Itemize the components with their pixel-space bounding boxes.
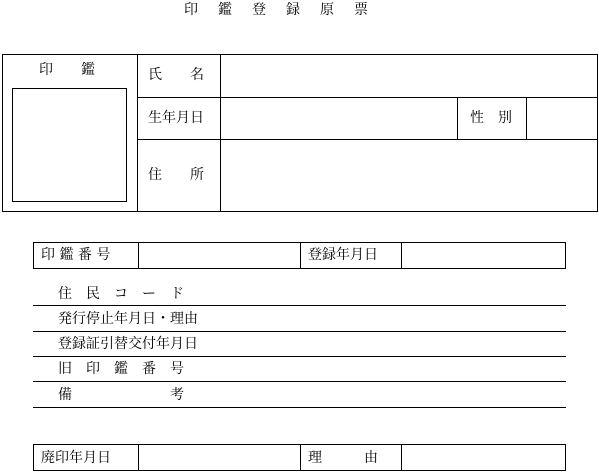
address-label: 住 所 [148,167,204,183]
address-field[interactable] [221,140,597,211]
divider [137,54,138,212]
birthdate-field[interactable] [221,98,457,139]
certificate-exchange-date-label: 登録証引替交付年月日 [58,336,198,352]
name-field[interactable] [221,55,597,97]
field-underline [33,305,566,306]
reason-field[interactable] [402,445,565,470]
suspension-date-reason-label: 発行停止年月日・理由 [58,311,198,327]
seal-impression-box[interactable] [12,88,127,202]
seal-label: 印 鑑 [39,62,95,78]
divider [457,97,458,140]
field-underline [33,331,566,332]
gender-field[interactable] [527,98,597,139]
field-underline [33,356,566,357]
seal-number-label: 印 鑑 番 号 [41,247,111,263]
birthdate-label: 生年月日 [148,110,204,126]
divider [300,242,301,269]
gender-label: 性 別 [470,110,512,126]
reason-label: 理 由 [308,450,378,466]
remarks-label: 備 考 [58,387,184,403]
old-seal-number-label: 旧 印 鑑 番 号 [58,361,184,377]
page-title: 印 鑑 登 録 原 票 [184,2,371,18]
resident-code-label: 住 民 コ ー ド [58,286,184,302]
field-underline [33,381,566,382]
abolished-date-label: 廃印年月日 [41,450,111,466]
registration-date-field[interactable] [402,243,565,268]
seal-number-field[interactable] [139,243,300,268]
name-label: 氏 名 [148,67,204,83]
abolished-date-field[interactable] [139,445,300,470]
divider [300,444,301,471]
registration-date-label: 登録年月日 [308,247,378,263]
field-underline [33,407,566,408]
